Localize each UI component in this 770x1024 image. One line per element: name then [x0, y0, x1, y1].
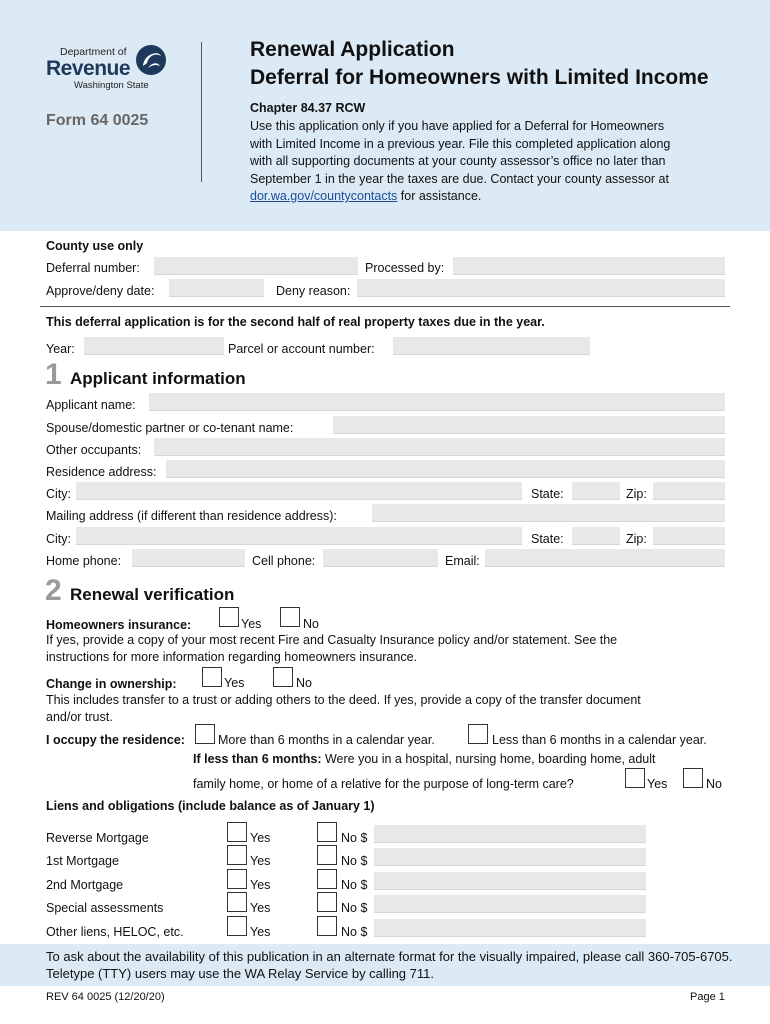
processed-by-field[interactable]	[453, 257, 725, 275]
lien-no-checkbox[interactable]	[317, 822, 337, 842]
occupy-more-6-label: More than 6 months in a calendar year.	[218, 733, 435, 747]
parcel-label: Parcel or account number:	[228, 342, 375, 356]
year-label: Year:	[46, 342, 75, 356]
insurance-yes-label: Yes	[241, 617, 262, 631]
applicant-name-label: Applicant name:	[46, 398, 136, 412]
if-less-6-label: If less than 6 months:	[193, 752, 322, 766]
long-term-care-no-label: No	[706, 777, 722, 791]
occupy-more-6-checkbox[interactable]	[195, 724, 215, 744]
mailing-address-field[interactable]	[372, 504, 725, 522]
intro-body: Use this application only if you have applied for a Deferral for Homeowners with Limited Income in a previous year. File this completed application along with all supporting documents at your county assessor’s office no later than September 1 in the year the taxes are due. Contact your county assessor at	[250, 119, 671, 186]
ownership-yes-label: Yes	[224, 676, 245, 690]
form-number: Form 64 0025	[46, 112, 149, 129]
lien-yes-checkbox[interactable]	[227, 892, 247, 912]
lien-balance-field[interactable]	[374, 872, 646, 890]
lien-no-label: No $	[341, 925, 368, 939]
other-occupants-field[interactable]	[154, 438, 725, 456]
lien-yes-label: Yes	[250, 925, 271, 939]
lien-no-label: No $	[341, 878, 368, 892]
ownership-note-line1: This includes transfer to a trust or adding others to the deed. If yes, provide a copy of the transfer document	[46, 693, 641, 707]
section-2-title: Renewal verification	[70, 585, 235, 604]
if-less-6-question: Were you in a hospital, nursing home, boarding home, adult	[324, 752, 656, 766]
insurance-no-checkbox[interactable]	[280, 607, 300, 627]
county-divider	[40, 306, 730, 307]
city-field[interactable]	[76, 482, 522, 500]
logo-revenue: Revenue	[46, 57, 131, 80]
spouse-field[interactable]	[333, 416, 725, 434]
long-term-care-no-checkbox[interactable]	[683, 768, 703, 788]
lien-yes-label: Yes	[250, 878, 271, 892]
long-term-care-yes-label: Yes	[647, 777, 668, 791]
mailing-address-label: Mailing address (if different than residence address):	[46, 509, 337, 523]
header-divider	[201, 42, 202, 182]
rev-number: REV 64 0025 (12/20/20)	[46, 991, 165, 1003]
city-label: City:	[46, 487, 71, 501]
logo-state: Washington State	[74, 80, 149, 91]
mailing-zip-label: Zip:	[626, 532, 647, 546]
mailing-state-label: State:	[531, 532, 564, 546]
deferral-number-label: Deferral number:	[46, 261, 140, 275]
change-ownership-label: Change in ownership:	[46, 677, 177, 691]
cell-phone-field[interactable]	[323, 549, 438, 567]
lien-label: 2nd Mortgage	[46, 878, 124, 892]
processed-by-label: Processed by:	[365, 261, 445, 275]
occupy-residence-label: I occupy the residence:	[46, 733, 185, 747]
lien-balance-field[interactable]	[374, 919, 646, 937]
lien-label: Special assessments	[46, 901, 164, 915]
deferral-number-field[interactable]	[154, 257, 358, 275]
cell-phone-label: Cell phone:	[252, 554, 316, 568]
ownership-no-label: No	[296, 676, 312, 690]
insurance-note-line1: If yes, provide a copy of your most recent Fire and Casualty Insurance policy and/or statement. See the	[46, 633, 618, 647]
lien-no-label: No $	[341, 831, 368, 845]
mailing-state-field[interactable]	[572, 527, 620, 545]
mailing-city-field[interactable]	[76, 527, 522, 545]
section-1-title: Applicant information	[70, 369, 246, 388]
county-use-heading: County use only	[46, 239, 144, 253]
title-line-2: Deferral for Homeowners with Limited Income	[250, 66, 709, 89]
lien-yes-label: Yes	[250, 901, 271, 915]
home-phone-label: Home phone:	[46, 554, 122, 568]
mailing-city-label: City:	[46, 532, 71, 546]
lien-yes-checkbox[interactable]	[227, 869, 247, 889]
year-field[interactable]	[84, 337, 224, 355]
lien-yes-label: Yes	[250, 831, 271, 845]
approve-deny-date-label: Approve/deny date:	[46, 284, 155, 298]
lien-yes-checkbox[interactable]	[227, 822, 247, 842]
lien-balance-field[interactable]	[374, 895, 646, 913]
page-number: Page 1	[690, 991, 725, 1003]
if-less-6-text	[193, 752, 656, 766]
section-1-number: 1	[45, 358, 62, 391]
lien-label: Reverse Mortgage	[46, 831, 149, 845]
alt-format-notice: To ask about the availability of this publication in an alternate format for the visually impaired, please call 360-705-6705. Teletype (TTY) users may use the WA Relay Service by calling 711.	[46, 949, 733, 981]
insurance-yes-checkbox[interactable]	[219, 607, 239, 627]
deny-reason-label: Deny reason:	[276, 284, 351, 298]
lien-no-label: No $	[341, 854, 368, 868]
liens-heading: Liens and obligations (include balance as of January 1)	[46, 799, 375, 813]
if-less-6-question-line2: family home, or home of a relative for the purpose of long-term care?	[193, 777, 574, 791]
section-2-number: 2	[45, 574, 62, 607]
title-line-1: Renewal Application	[250, 38, 455, 61]
email-field[interactable]	[485, 549, 725, 567]
intro-tail: for assistance.	[397, 189, 482, 203]
lien-yes-checkbox[interactable]	[227, 916, 247, 936]
ownership-yes-checkbox[interactable]	[202, 667, 222, 687]
zip-label: Zip:	[626, 487, 647, 501]
logo-dept: Department of	[60, 46, 127, 58]
lien-no-checkbox[interactable]	[317, 892, 337, 912]
spouse-label: Spouse/domestic partner or co-tenant name:	[46, 421, 294, 435]
lien-balance-field[interactable]	[374, 848, 646, 866]
parcel-field[interactable]	[393, 337, 590, 355]
other-occupants-label: Other occupants:	[46, 443, 142, 457]
home-phone-field[interactable]	[132, 549, 245, 567]
deny-reason-field[interactable]	[357, 279, 725, 297]
lien-yes-label: Yes	[250, 854, 271, 868]
insurance-no-label: No	[303, 617, 319, 631]
insurance-note-line2: instructions for more information regarding homeowners insurance.	[46, 650, 418, 664]
lien-no-label: No $	[341, 901, 368, 915]
chapter-ref: Chapter 84.37 RCW	[250, 101, 366, 115]
mailing-zip-field[interactable]	[653, 527, 725, 545]
state-label: State:	[531, 487, 564, 501]
lien-no-checkbox[interactable]	[317, 845, 337, 865]
zip-field[interactable]	[653, 482, 725, 500]
second-half-statement: This deferral application is for the second half of real property taxes due in the year.	[46, 315, 545, 329]
lien-no-checkbox[interactable]	[317, 916, 337, 936]
occupy-less-6-checkbox[interactable]	[468, 724, 488, 744]
ownership-no-checkbox[interactable]	[273, 667, 293, 687]
lien-balance-field[interactable]	[374, 825, 646, 843]
lien-yes-checkbox[interactable]	[227, 845, 247, 865]
homeowners-insurance-label: Homeowners insurance:	[46, 618, 192, 632]
occupy-less-6-label: Less than 6 months in a calendar year.	[492, 733, 707, 747]
residence-address-field[interactable]	[166, 460, 725, 478]
ownership-note-line2: and/or trust.	[46, 710, 113, 724]
intro-text	[250, 118, 680, 206]
applicant-name-field[interactable]	[149, 393, 725, 411]
lien-no-checkbox[interactable]	[317, 869, 337, 889]
long-term-care-yes-checkbox[interactable]	[625, 768, 645, 788]
state-field[interactable]	[572, 482, 620, 500]
county-contacts-link[interactable]: dor.wa.gov/countycontacts	[250, 189, 398, 203]
lien-label: Other liens, HELOC, etc.	[46, 925, 184, 939]
dor-logo	[46, 42, 170, 94]
residence-address-label: Residence address:	[46, 465, 157, 479]
dor-swirl-logo-icon	[134, 42, 168, 78]
email-label: Email:	[445, 554, 480, 568]
lien-label: 1st Mortgage	[46, 854, 119, 868]
approve-deny-date-field[interactable]	[169, 279, 264, 297]
